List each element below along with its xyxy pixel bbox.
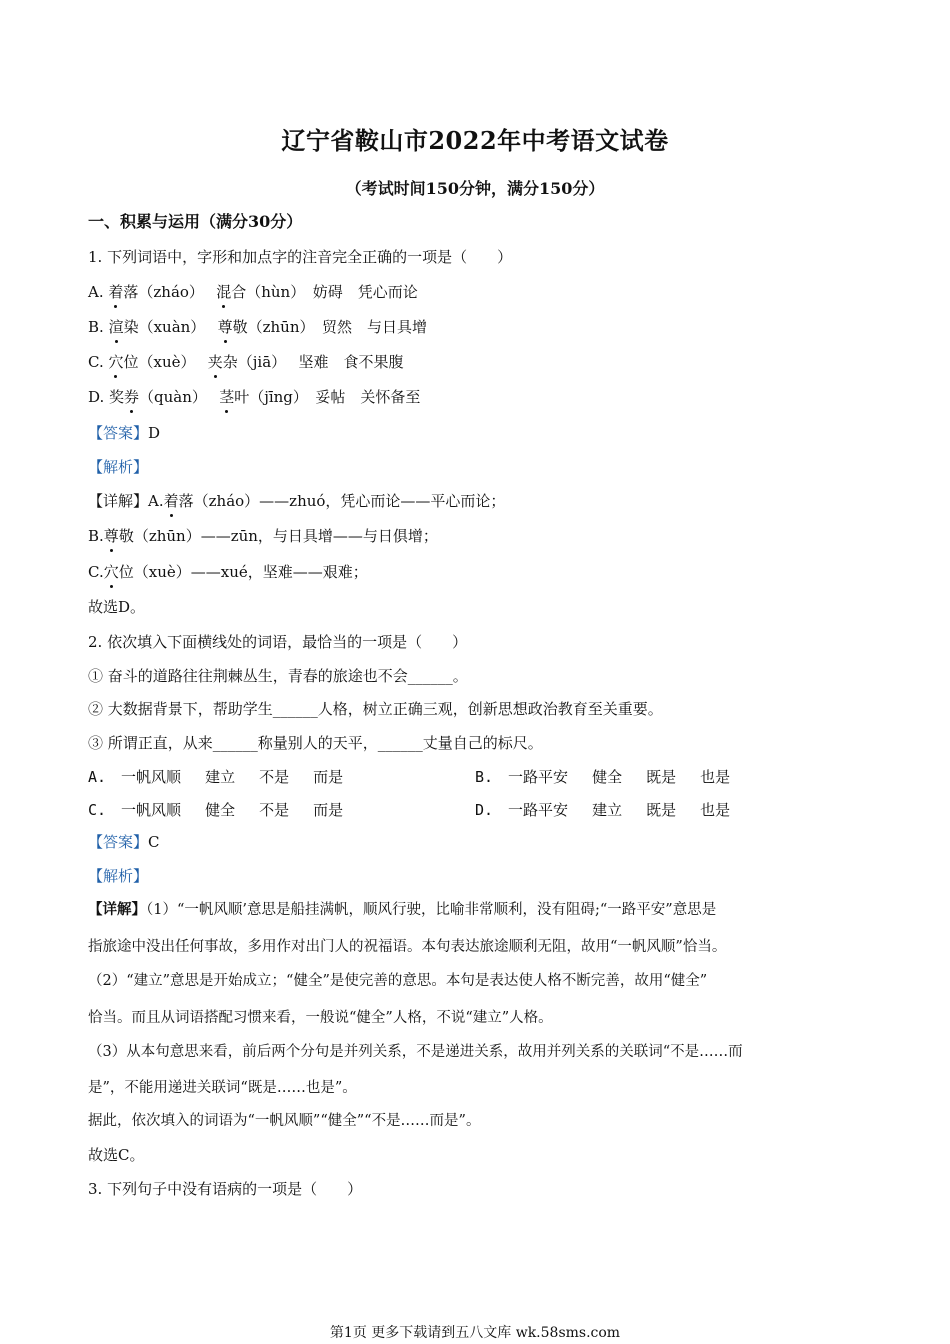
option-text: 杂（jiā） 坚难 食不果腹 [222,353,404,371]
q2-conclusion: 故选C。 [88,1146,145,1164]
answer-label: 【答案】 [88,833,149,851]
option-prefix: B. [88,318,109,336]
dotted-char: 茎 [219,388,235,406]
page-title: 辽宁省鞍山市2022年中考语文试卷 [281,126,669,155]
q1-option-c [88,352,403,372]
option-text: 落（zháo） [123,283,217,301]
dotted-char: 穴 [108,353,124,371]
detail-text: 落（zháo）——zhuó，凭心而论——平心而论； [178,492,506,510]
option-text: 染（xuàn） [123,318,218,336]
q2-sentence-2: ② 大数据背景下，帮助学生______人格，树立正确三观，创新思想政治教育至关重要。 [88,700,663,718]
q2-detail-p3a: （3）从本句意思来看，前后两个分句是并列关系，不是递进关系，故用并列关系的关联词“不是……而 [88,1044,743,1060]
q2-detail-p2a: （2）“建立”意思是开始成立；“健全”是使完善的意思。本句是表达使人格不断完善，故用“健全” [88,973,708,989]
option-prefix: C. [88,353,109,371]
q1-option-d [88,387,420,407]
answer-label: 【答案】 [88,424,149,442]
q1-answer [88,423,160,443]
q1-option-a [88,282,418,302]
page-footer: 第1页 更多下载请到五八文库 wk.58sms.com [329,1325,621,1341]
q2-summary: 据此，依次填入的词语为“一帆风顺”“健全”“不是……而是”。 [88,1113,481,1129]
q2-option-c: C. 一帆风顺 健全 不是 而是 [88,801,344,819]
section-heading: 一、积累与运用（满分30分） [88,212,303,231]
option-text: 位（xuè） [123,353,208,371]
q2-option-a: A. 一帆风顺 建立 不是 而是 [88,768,344,786]
option-text: 叶（jīng） 妥帖 关怀备至 [234,388,421,406]
detail-prefix: 【详解】A. [88,492,164,510]
q1-detail-2 [88,526,438,546]
answer-value: D [148,424,161,442]
q2-answer [88,832,160,852]
q2-detail-p1b: 指旅途中没出任何事故，多用作对出门人的祝福语。本句表达旅途顺利无阻，故用“一帆风顺”恰当。 [88,939,727,955]
q2-option-b: B. 一路平安 健全 既是 也是 [475,768,731,786]
q1-stem: 1. 下列词语中，字形和加点字的注音完全正确的一项是（ ） [88,248,513,266]
detail-prefix: B. [88,527,104,545]
dotted-char: 着 [108,283,124,301]
q2-detail-p3b: 是”，不能用递进关联词“既是……也是”。 [88,1080,357,1096]
q1-analysis-label: 【解析】 [88,458,149,476]
q1-conclusion: 故选D。 [88,598,146,616]
option-text: （quàn） [139,388,220,406]
dotted-char: 券 [124,388,140,406]
detail-text: 敬（zhūn）——zūn，与日具增——与日俱增； [118,527,438,545]
q1-detail-3 [88,562,368,582]
option-text: 敬（zhūn） 贸然 与日具增 [232,318,427,336]
dotted-char: 尊 [217,318,233,336]
q2-option-d: D. 一路平安 建立 既是 也是 [475,801,731,819]
q2-detail-p2b: 恰当。而且从词语搭配习惯来看，一般说“健全”人格，不说“建立”人格。 [88,1010,553,1026]
option-prefix: D. 奖 [88,388,125,406]
answer-value: C [148,833,160,851]
q2-analysis-label: 【解析】 [88,867,149,885]
detail-prefix: C. [88,563,104,581]
q1-detail-1 [88,491,505,511]
exam-subtitle: （考试时间150分钟，满分150分） [345,179,605,198]
q2-sentence-1: ① 奋斗的道路往往荆棘丛生，青春的旅途也不会______。 [88,667,468,685]
q2-sentence-3: ③ 所谓正直，从来______称量别人的天平，______丈量自己的标尺。 [88,734,543,752]
dotted-char: 着 [163,492,179,510]
option-prefix: A. [88,283,109,301]
q3-stem: 3. 下列句子中没有语病的一项是（ ） [88,1180,363,1198]
detail-text: （1）“一帆风顺’意思是船挂满帆，顺风行驶，比喻非常顺利，没有阻碍;“一路平安”意思是 [146,902,717,918]
option-text: 合（hùn） 妨碍 凭心而论 [231,283,418,301]
q1-option-b [88,317,427,337]
detail-text: 位（xuè）——xué，坚难——艰难； [118,563,368,581]
dotted-char: 尊 [103,527,119,545]
dotted-char: 穴 [103,563,119,581]
detail-label: 【详解】 [88,901,146,918]
q2-detail-p1a [88,900,716,920]
dotted-char: 夹 [207,353,223,371]
q2-stem: 2. 依次填入下面横线处的词语，最恰当的一项是（ ） [88,633,468,651]
dotted-char: 渲 [108,318,124,336]
dotted-char: 混 [216,283,232,301]
